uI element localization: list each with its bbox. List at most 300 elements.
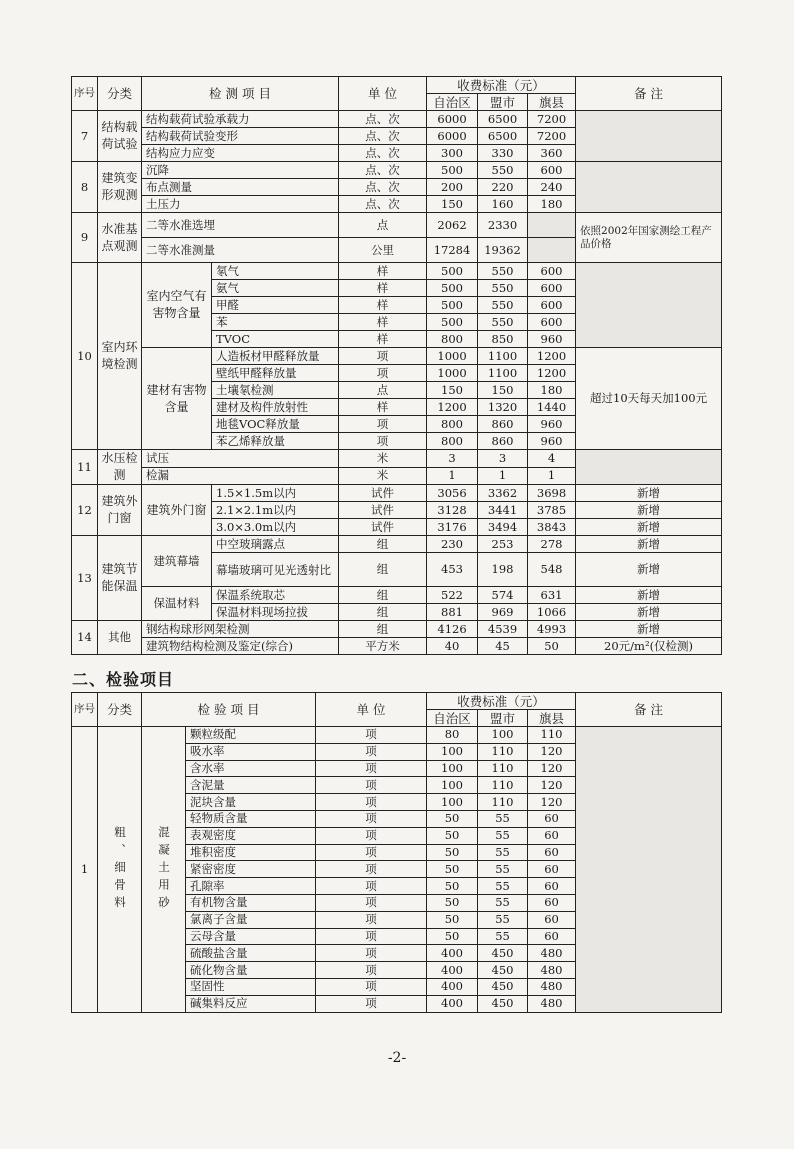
fee-cell: 150: [478, 382, 528, 399]
seq-cell: 12: [72, 485, 98, 536]
table-row: [72, 485, 722, 502]
fee-cell: 4539: [478, 621, 528, 638]
fee-cell: 1: [528, 467, 576, 485]
remark-cell: [576, 727, 722, 1013]
fee-cell: 60: [528, 844, 576, 861]
unit-cell: 项: [316, 794, 427, 811]
banner-header: 旗县: [528, 94, 576, 111]
fee-cell: 7200: [528, 111, 576, 128]
unit-cell: 试件: [339, 519, 427, 536]
fee-cell: 80: [427, 727, 478, 744]
unit-cell: 米: [339, 467, 427, 485]
fee-cell: 50: [427, 844, 478, 861]
item-cell: 钢结构球形网架检测: [142, 621, 339, 638]
item-cell: 2.1×2.1m以内: [212, 502, 339, 519]
item-cell: 布点测量: [142, 179, 339, 196]
subcategory-cell: 建材有害物含量: [142, 348, 212, 450]
fee-cell: 1000: [427, 348, 478, 365]
fee-cell: 100: [478, 727, 528, 744]
item-cell: 沉降: [142, 162, 339, 179]
seq-cell: 9: [72, 213, 98, 263]
table-row: [72, 450, 722, 468]
item-cell: 二等水准选埋: [142, 213, 339, 238]
item-cell: 孔隙率: [186, 878, 316, 895]
item-cell: 保温系统取芯: [212, 587, 339, 604]
fee-cell: 60: [528, 878, 576, 895]
unit-cell: 项: [316, 978, 427, 995]
banner-header: 旗县: [528, 710, 576, 727]
fee-header: 收费标准（元）: [427, 693, 576, 710]
subcategory-cell: 建筑外门窗: [142, 485, 212, 536]
unit-cell: 点、次: [339, 196, 427, 213]
fee-cell: 3: [478, 450, 528, 468]
fee-cell: 960: [528, 416, 576, 433]
fee-cell: 6500: [478, 128, 528, 145]
fee-cell: 198: [478, 553, 528, 587]
item-cell: 云母含量: [186, 928, 316, 945]
unit-cell: 项: [316, 861, 427, 878]
remark-cell: 新增: [576, 604, 722, 621]
table-row: [72, 213, 722, 238]
remark-cell: 新增: [576, 536, 722, 553]
fee-cell: 881: [427, 604, 478, 621]
unit-header: 单 位: [316, 693, 427, 727]
fee-cell: 574: [478, 587, 528, 604]
unit-cell: 点、次: [339, 179, 427, 196]
remark-cell: 新增: [576, 553, 722, 587]
fee-cell: 400: [427, 962, 478, 979]
fee-cell: 3843: [528, 519, 576, 536]
unit-cell: 项: [316, 928, 427, 945]
fee-cell: 60: [528, 894, 576, 911]
fee-cell: 600: [528, 297, 576, 314]
unit-cell: 公里: [339, 238, 427, 263]
fee-cell: 60: [528, 911, 576, 928]
fee-cell-empty: [528, 213, 576, 238]
seq-cell: 8: [72, 162, 98, 213]
fee-cell: 1200: [528, 348, 576, 365]
fee-cell: 50: [427, 894, 478, 911]
fee-cell: 60: [528, 810, 576, 827]
item-cell: 含水率: [186, 760, 316, 777]
table-row: [72, 536, 722, 553]
seq-cell: 10: [72, 263, 98, 450]
fee-cell: 2330: [478, 213, 528, 238]
aggregate-test-table: [71, 692, 722, 1013]
item-cell: 堆积密度: [186, 844, 316, 861]
fee-cell: 450: [478, 978, 528, 995]
fee-cell: 3698: [528, 485, 576, 502]
fee-cell: 400: [427, 978, 478, 995]
fee-cell: 3494: [478, 519, 528, 536]
fee-cell: 400: [427, 945, 478, 962]
fee-cell: 230: [427, 536, 478, 553]
unit-cell: 试件: [339, 502, 427, 519]
fee-cell: 450: [478, 995, 528, 1012]
unit-cell: 项: [339, 416, 427, 433]
category-cell: 水准基点观测: [98, 213, 142, 263]
unit-cell: 点、次: [339, 145, 427, 162]
page-number: -2-: [387, 1050, 407, 1066]
fee-cell: 960: [528, 433, 576, 450]
fee-cell: 860: [478, 416, 528, 433]
fee-cell: 4993: [528, 621, 576, 638]
fee-cell: 253: [478, 536, 528, 553]
fee-cell: 550: [478, 263, 528, 280]
fee-cell: 850: [478, 331, 528, 348]
fee-cell: 200: [427, 179, 478, 196]
fee-cell: 450: [478, 962, 528, 979]
fee-cell: 860: [478, 433, 528, 450]
category-header: 分类: [98, 693, 142, 727]
unit-cell: 项: [316, 760, 427, 777]
unit-cell: 点、次: [339, 111, 427, 128]
fee-cell: 150: [427, 382, 478, 399]
table-row: [72, 111, 722, 128]
item-cell: 吸水率: [186, 743, 316, 760]
fee-cell: 500: [427, 314, 478, 331]
item-cell: 坚固性: [186, 978, 316, 995]
subcategory-cell: 室内空气有害物含量: [142, 263, 212, 348]
fee-cell: 17284: [427, 238, 478, 263]
category-header: 分类: [98, 77, 142, 111]
unit-cell: 样: [339, 297, 427, 314]
category-cell: 建筑外门窗: [98, 485, 142, 536]
fee-cell: 50: [427, 878, 478, 895]
table-row: [72, 587, 722, 604]
fee-cell: 4: [528, 450, 576, 468]
unit-cell: 项: [316, 727, 427, 744]
fee-cell: 3: [427, 450, 478, 468]
seq-cell: 13: [72, 536, 98, 621]
item-cell: 土压力: [142, 196, 339, 213]
category-cell: 粗、细骨料: [98, 727, 142, 1013]
category-cell: 建筑节能保温: [98, 536, 142, 621]
item-cell: 甲醛: [212, 297, 339, 314]
fee-cell: 600: [528, 314, 576, 331]
unit-cell: 平方米: [339, 638, 427, 655]
fee-cell: 120: [528, 794, 576, 811]
fee-cell: 50: [427, 911, 478, 928]
item-cell: 结构应力应变: [142, 145, 339, 162]
remark-cell: 新增: [576, 519, 722, 536]
fee-cell: 150: [427, 196, 478, 213]
fee-cell-empty: [528, 238, 576, 263]
item-cell: 试压: [142, 450, 339, 468]
fee-cell: 480: [528, 978, 576, 995]
category-cell: 水压检测: [98, 450, 142, 485]
table-row: [72, 263, 722, 280]
remark-cell: 依照2002年国家测绘工程产品价格: [576, 213, 722, 263]
item-cell: 壁纸甲醛释放量: [212, 365, 339, 382]
fee-cell: 180: [528, 382, 576, 399]
fee-cell: 55: [478, 827, 528, 844]
unit-cell: 组: [339, 536, 427, 553]
category-cell: 室内环境检测: [98, 263, 142, 450]
remark-cell: 20元/m²(仅检测): [576, 638, 722, 655]
fee-cell: 1: [478, 467, 528, 485]
header-row: [72, 693, 722, 710]
fee-cell: 522: [427, 587, 478, 604]
fee-cell: 45: [478, 638, 528, 655]
remark-cell: [576, 263, 722, 348]
fee-cell: 50: [427, 861, 478, 878]
fee-cell: 3441: [478, 502, 528, 519]
fee-cell: 55: [478, 861, 528, 878]
fee-cell: 1066: [528, 604, 576, 621]
fee-cell: 600: [528, 280, 576, 297]
item-cell: 轻物质含量: [186, 810, 316, 827]
fee-cell: 800: [427, 331, 478, 348]
fee-cell: 55: [478, 844, 528, 861]
unit-cell: 样: [339, 280, 427, 297]
fee-cell: 1: [427, 467, 478, 485]
fee-cell: 1440: [528, 399, 576, 416]
fee-cell: 110: [478, 777, 528, 794]
unit-cell: 点: [339, 382, 427, 399]
fee-cell: 631: [528, 587, 576, 604]
item-cell: 3.0×3.0m以内: [212, 519, 339, 536]
fee-cell: 550: [478, 297, 528, 314]
unit-cell: 项: [316, 844, 427, 861]
item-header: 检 验 项 目: [142, 693, 316, 727]
subcategory-cell: 混凝土用砂: [142, 727, 186, 1013]
item-cell: 有机物含量: [186, 894, 316, 911]
item-cell: 氡气: [212, 263, 339, 280]
fee-cell: 50: [528, 638, 576, 655]
item-cell: 中空玻璃露点: [212, 536, 339, 553]
fee-cell: 1100: [478, 365, 528, 382]
unit-cell: 项: [316, 827, 427, 844]
fee-cell: 60: [528, 827, 576, 844]
fee-cell: 600: [528, 263, 576, 280]
remark-cell: 新增: [576, 621, 722, 638]
item-cell: 泥块含量: [186, 794, 316, 811]
fee-cell: 3362: [478, 485, 528, 502]
remark-header: 备 注: [576, 693, 722, 727]
item-cell: 碱集料反应: [186, 995, 316, 1012]
item-cell: 表观密度: [186, 827, 316, 844]
fee-cell: 480: [528, 995, 576, 1012]
fee-cell: 548: [528, 553, 576, 587]
region-header: 自治区: [427, 710, 478, 727]
seq-header: 序号: [72, 77, 98, 111]
fee-cell: 278: [528, 536, 576, 553]
fee-cell: 110: [528, 727, 576, 744]
item-cell: 氨气: [212, 280, 339, 297]
fee-cell: 3128: [427, 502, 478, 519]
fee-cell: 360: [528, 145, 576, 162]
fee-cell: 55: [478, 894, 528, 911]
fee-cell: 55: [478, 928, 528, 945]
item-cell: 土壤氡检测: [212, 382, 339, 399]
unit-cell: 组: [339, 587, 427, 604]
fee-cell: 1200: [528, 365, 576, 382]
fee-cell: 480: [528, 962, 576, 979]
remark-cell: 超过10天每天加100元: [576, 348, 722, 450]
fee-cell: 600: [528, 162, 576, 179]
item-header: 检 测 项 目: [142, 77, 339, 111]
league-header: 盟市: [478, 94, 528, 111]
item-cell: 颗粒级配: [186, 727, 316, 744]
unit-cell: 项: [316, 894, 427, 911]
fee-cell: 4126: [427, 621, 478, 638]
category-cell: 结构载荷试验: [98, 111, 142, 162]
subcategory-cell: 建筑幕墙: [142, 536, 212, 587]
unit-cell: 样: [339, 314, 427, 331]
header-row: [72, 77, 722, 94]
fee-cell: 6000: [427, 111, 478, 128]
table-row: [72, 621, 722, 638]
item-cell: 幕墙玻璃可见光透射比: [212, 553, 339, 587]
fee-cell: 300: [427, 145, 478, 162]
unit-cell: 项: [316, 878, 427, 895]
fee-cell: 220: [478, 179, 528, 196]
fee-cell: 110: [478, 760, 528, 777]
remark-cell: 新增: [576, 502, 722, 519]
region-header: 自治区: [427, 94, 478, 111]
fee-cell: 400: [427, 995, 478, 1012]
fee-cell: 120: [528, 777, 576, 794]
fee-cell: 1000: [427, 365, 478, 382]
unit-cell: 样: [339, 331, 427, 348]
table-row: [72, 162, 722, 179]
unit-cell: 项: [316, 777, 427, 794]
fee-cell: 7200: [528, 128, 576, 145]
fee-cell: 3785: [528, 502, 576, 519]
item-cell: TVOC: [212, 331, 339, 348]
fee-cell: 969: [478, 604, 528, 621]
fee-cell: 55: [478, 810, 528, 827]
remark-cell: [576, 111, 722, 162]
seq-header: 序号: [72, 693, 98, 727]
unit-cell: 点: [339, 213, 427, 238]
unit-cell: 点、次: [339, 162, 427, 179]
item-cell: 苯乙烯释放量: [212, 433, 339, 450]
fee-cell: 500: [427, 280, 478, 297]
fee-cell: 800: [427, 416, 478, 433]
fee-cell: 2062: [427, 213, 478, 238]
fee-cell: 453: [427, 553, 478, 587]
fee-cell: 240: [528, 179, 576, 196]
seq-cell: 11: [72, 450, 98, 485]
item-cell: 苯: [212, 314, 339, 331]
unit-cell: 项: [339, 433, 427, 450]
item-cell: 人造板材甲醛释放量: [212, 348, 339, 365]
unit-cell: 项: [316, 962, 427, 979]
item-cell: 硫化物含量: [186, 962, 316, 979]
fee-cell: 450: [478, 945, 528, 962]
remark-cell: 新增: [576, 485, 722, 502]
fee-cell: 3056: [427, 485, 478, 502]
item-cell: 保温材料现场拉拔: [212, 604, 339, 621]
fee-cell: 1200: [427, 399, 478, 416]
fee-cell: 60: [528, 928, 576, 945]
fee-cell: 500: [427, 263, 478, 280]
fee-cell: 120: [528, 760, 576, 777]
item-cell: 1.5×1.5m以内: [212, 485, 339, 502]
remark-cell: [576, 450, 722, 485]
fee-cell: 55: [478, 911, 528, 928]
table-row: [72, 638, 722, 655]
fee-cell: 50: [427, 928, 478, 945]
category-cell: 建筑变形观测: [98, 162, 142, 213]
fee-cell: 6500: [478, 111, 528, 128]
unit-cell: 项: [339, 348, 427, 365]
item-cell: 二等水准测量: [142, 238, 339, 263]
fee-cell: 110: [478, 794, 528, 811]
fee-cell: 100: [427, 760, 478, 777]
category-cell: 其他: [98, 621, 142, 655]
unit-cell: 样: [339, 263, 427, 280]
fee-cell: 50: [427, 810, 478, 827]
remark-header: 备 注: [576, 77, 722, 111]
remark-cell: 新增: [576, 587, 722, 604]
item-cell: 建筑物结构检测及鉴定(综合): [142, 638, 339, 655]
item-cell: 建材及构件放射性: [212, 399, 339, 416]
unit-header: 单 位: [339, 77, 427, 111]
fee-cell: 960: [528, 331, 576, 348]
fee-cell: 55: [478, 878, 528, 895]
table-row: [72, 348, 722, 365]
item-cell: 检漏: [142, 467, 339, 485]
fee-cell: 60: [528, 861, 576, 878]
fee-cell: 480: [528, 945, 576, 962]
fee-cell: 1100: [478, 348, 528, 365]
subcategory-cell: 保温材料: [142, 587, 212, 621]
unit-cell: 试件: [339, 485, 427, 502]
unit-cell: 组: [339, 621, 427, 638]
fee-cell: 800: [427, 433, 478, 450]
unit-cell: 点、次: [339, 128, 427, 145]
unit-cell: 项: [316, 995, 427, 1012]
fee-cell: 120: [528, 743, 576, 760]
item-cell: 含泥量: [186, 777, 316, 794]
fee-cell: 6000: [427, 128, 478, 145]
fee-header: 收费标准（元）: [427, 77, 576, 94]
unit-cell: 项: [316, 945, 427, 962]
fee-cell: 40: [427, 638, 478, 655]
fee-cell: 500: [427, 297, 478, 314]
fee-cell: 100: [427, 777, 478, 794]
item-cell: 紧密密度: [186, 861, 316, 878]
unit-cell: 样: [339, 399, 427, 416]
item-cell: 氯离子含量: [186, 911, 316, 928]
fee-cell: 110: [478, 743, 528, 760]
inspection-fee-table: [71, 76, 722, 655]
item-cell: 结构载荷试验变形: [142, 128, 339, 145]
seq-cell: 1: [72, 727, 98, 1013]
unit-cell: 项: [316, 810, 427, 827]
unit-cell: 米: [339, 450, 427, 468]
unit-cell: 项: [316, 911, 427, 928]
unit-cell: 项: [316, 743, 427, 760]
item-cell: 地毯VOC释放量: [212, 416, 339, 433]
fee-cell: 330: [478, 145, 528, 162]
fee-cell: 160: [478, 196, 528, 213]
fee-cell: 100: [427, 794, 478, 811]
unit-cell: 组: [339, 553, 427, 587]
fee-cell: 3176: [427, 519, 478, 536]
fee-cell: 550: [478, 280, 528, 297]
item-cell: 结构载荷试验承载力: [142, 111, 339, 128]
fee-cell: 100: [427, 743, 478, 760]
fee-cell: 50: [427, 827, 478, 844]
table-row: [72, 727, 722, 744]
fee-cell: 1320: [478, 399, 528, 416]
fee-cell: 180: [528, 196, 576, 213]
unit-cell: 组: [339, 604, 427, 621]
